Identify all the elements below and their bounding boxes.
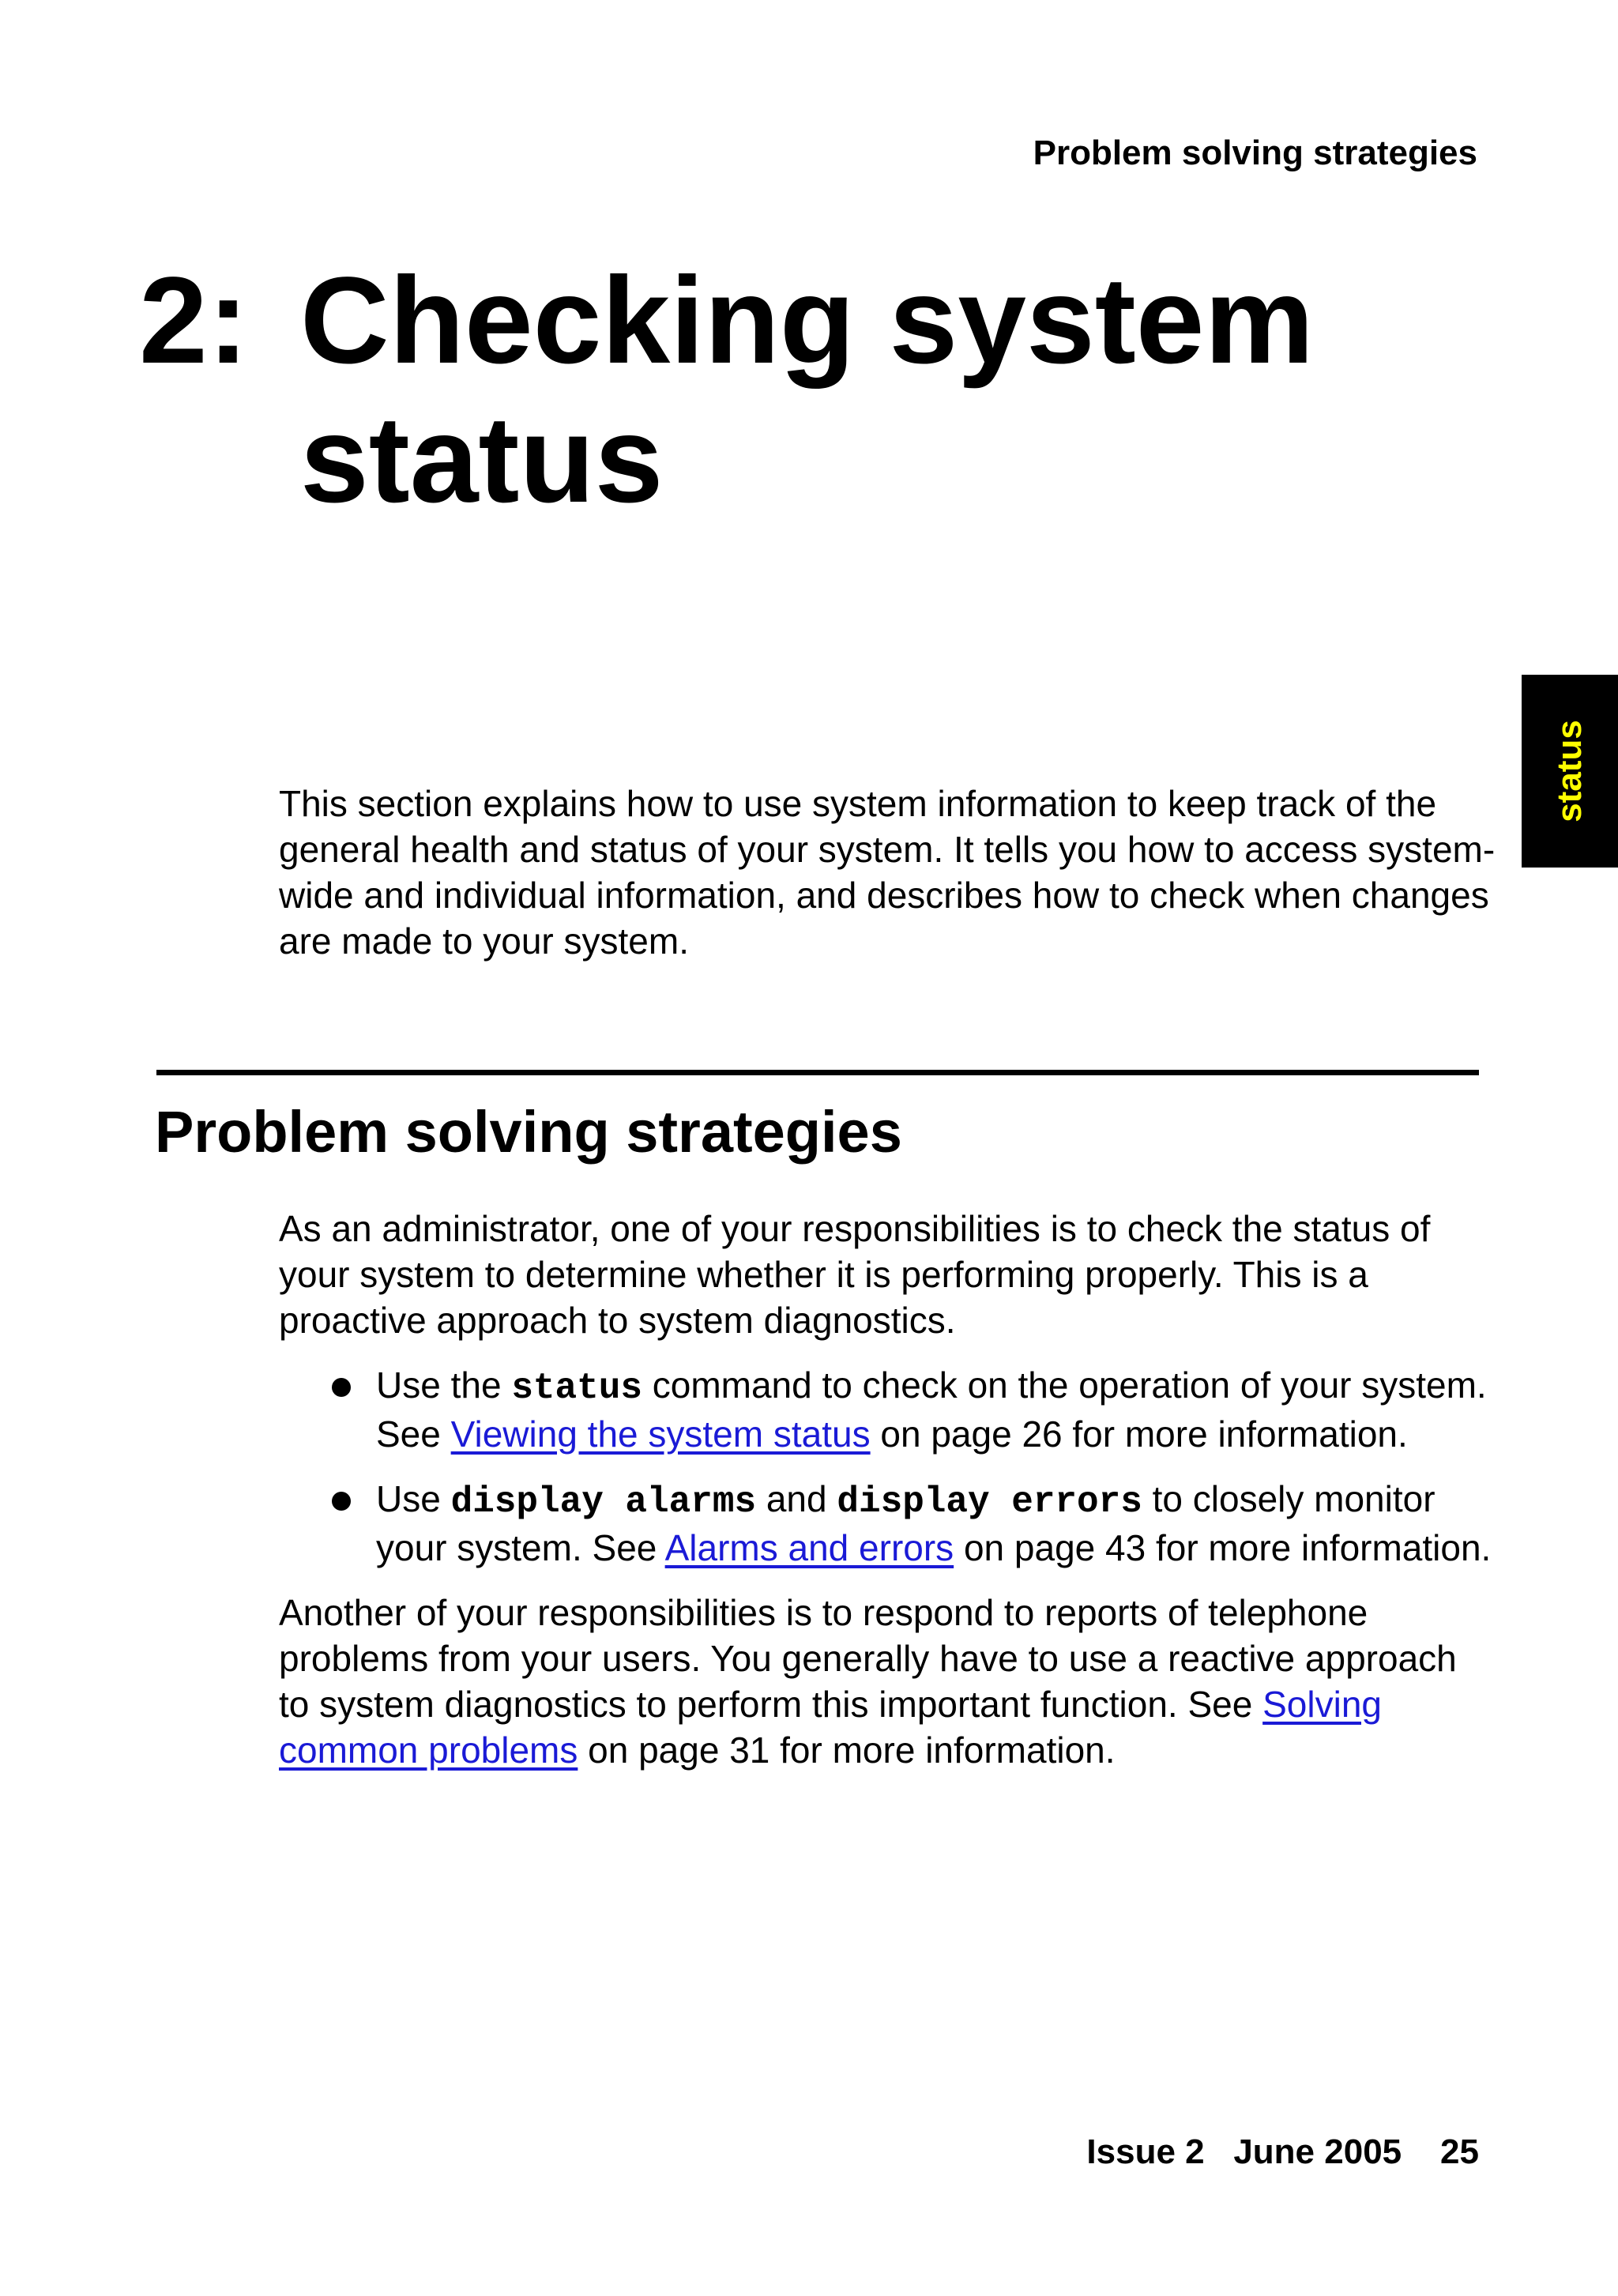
- paragraph-text: on page 31 for more information.: [578, 1730, 1116, 1771]
- bullet-text: and: [756, 1478, 837, 1519]
- command-status: status: [511, 1368, 642, 1409]
- bullet-text: to closely monitor your system. See: [376, 1478, 1436, 1568]
- chapter-title: Checking system status: [300, 252, 1315, 529]
- intro-paragraph: This section explains how to use system information to keep track of the general health and status of your system. It tells you how to access system-wide and individual information, and describes how to check when changes are made to your system.: [279, 783, 1496, 962]
- bullet-item-alarms: [279, 1476, 1496, 1571]
- bullet-text: command to check on the operation of your system. See: [376, 1364, 1487, 1455]
- side-tab-label: status: [1550, 720, 1589, 822]
- bullet-item-status: [279, 1362, 1496, 1457]
- running-header: Problem solving strategies: [1033, 134, 1477, 172]
- page-footer: [1086, 2130, 1479, 2174]
- bullet-text: on page 26 for more information.: [870, 1413, 1408, 1455]
- command-display-errors: display errors: [837, 1481, 1142, 1523]
- bullet-text: Use the: [376, 1364, 512, 1406]
- footer-date: June 2005: [1233, 2132, 1402, 2171]
- bullet-list: [279, 1362, 1496, 1571]
- footer-issue: Issue 2: [1086, 2132, 1205, 2171]
- link-alarms-and-errors[interactable]: Alarms and errors: [664, 1527, 954, 1568]
- side-thumb-tab: [1522, 675, 1618, 868]
- paragraph-reactive: [279, 1590, 1496, 1773]
- chapter-number: 2:: [139, 252, 249, 390]
- bullet-text: on page 43 for more information.: [954, 1527, 1492, 1568]
- section-heading: Problem solving strategies: [155, 1099, 902, 1165]
- bullet-dot-icon: [332, 1378, 351, 1397]
- section-body: [279, 1206, 1496, 1773]
- link-solving-common-problems[interactable]: Solving common problems: [279, 1684, 1382, 1771]
- paragraph-proactive: As an administrator, one of your responsibilities is to check the status of your system to determine whether it is performing properly. This is a proactive approach to system diagnostics.: [279, 1208, 1431, 1341]
- link-viewing-system-status[interactable]: Viewing the system status: [450, 1413, 871, 1455]
- bullet-dot-icon: [332, 1492, 351, 1511]
- section-divider: [156, 1070, 1479, 1075]
- command-display-alarms: display alarms: [450, 1481, 757, 1523]
- page-number: 25: [1440, 2132, 1479, 2171]
- bullet-text: Use: [376, 1478, 451, 1519]
- paragraph-text: Another of your responsibilities is to respond to reports of telephone problems from your users. You generally have to use a reactive approach to system diagnostics to perform this important function. See: [279, 1592, 1457, 1725]
